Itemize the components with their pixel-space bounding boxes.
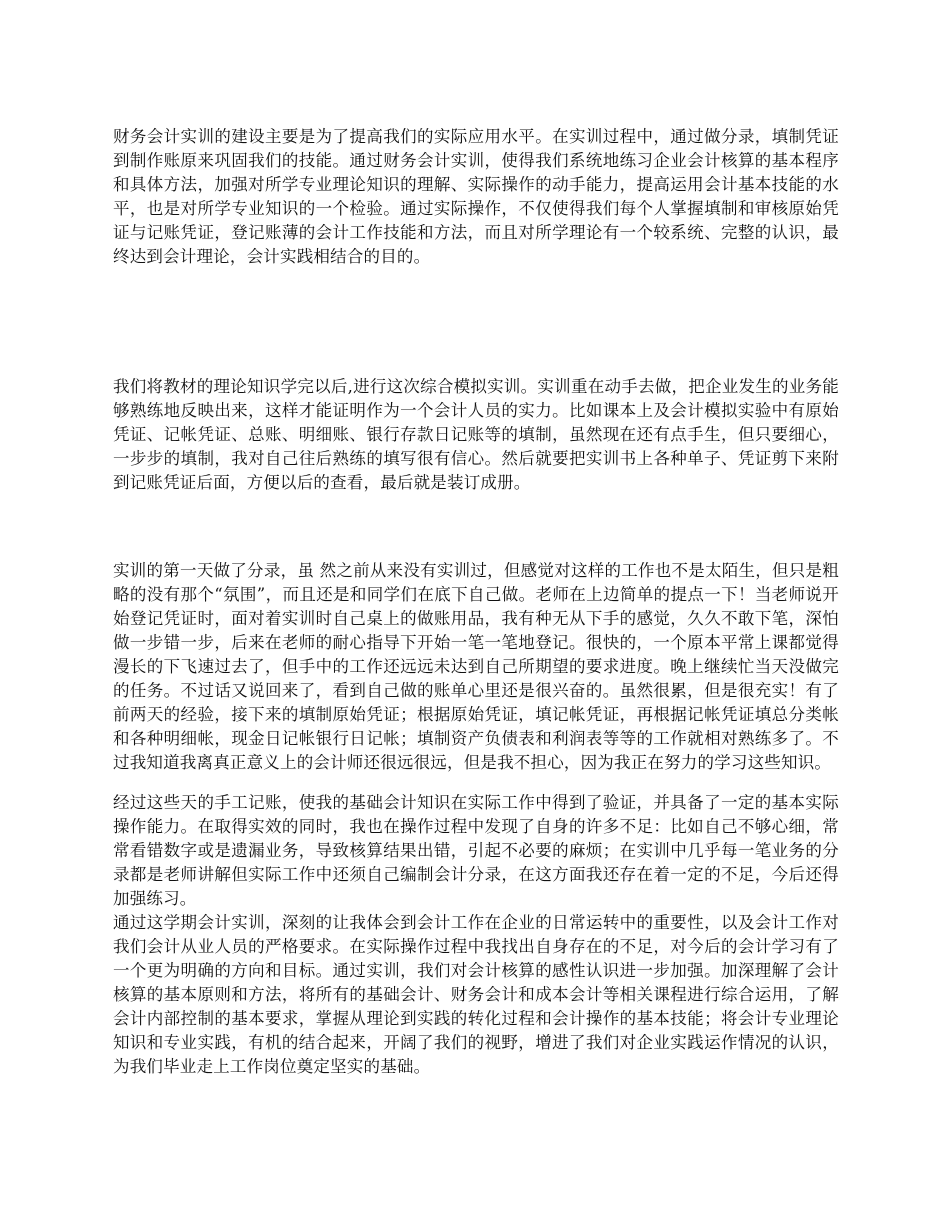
paragraph-3: 实训的第一天做了分录，虽 然之前从来没有实训过，但感觉对这样的工作也不是太陌生，但只是粗略的没有那个“氛围”，而且还是和同学们在底下自己做。老师在上边简单的提点一下！当老师说开始登记凭证时，面对着实训时自己桌上的做账用品，我有种无从下手的感觉，久久不敢下笔，深怕做一步错一步，后来在老师的耐心指导下开始一笔一笔地登记。很快的，一个原本平常上课都觉得漫长的下飞速过去了，但手中的工作还远远未达到自己所期望的要求进度。晚上继续忙当天没做完的任务。不过话又说回来了，看到自己做的账单心里还是很兴奋的。虽然很累，但是很充实！有了前两天的经验，接下来的填制原始凭证；根据原始凭证，填记帐凭证，再根据记帐凭证填总分类帐和各种明细帐，现金日记帐银行日记帐；填制资产负债表和利润表等等的工作就相对熟练多了。不过我知道我离真正意义上的会计师还很远很远，但是我不担心，因为我正在努力的学习这些知识。: [113, 561, 839, 772]
paragraph-2: 我们将教材的理论知识学完以后,进行这次综合模拟实训。实训重在动手去做，把企业发生的业务能够熟练地反映出来，这样才能证明作为一个会计人员的实力。比如课本上及会计模拟实验中有原始凭证、记帐凭证、总账、明细账、银行存款日记账等的填制，虽然现在还有点手生，但只要细心，一步步的填制，我对自己往后熟练的填写很有信心。然后就要把实训书上各种单子、凭证剪下来附到记账凭证后面，方便以后的查看，最后就是装订成册。: [113, 377, 839, 492]
paragraph-5: 通过这学期会计实训，深刻的让我体会到会计工作在企业的日常运转中的重要性，以及会计工作对我们会计从业人员的严格要求。在实际操作过程中我找出自身存在的不足，对今后的会计学习有了一个更为明确的方向和目标。通过实训，我们对会计核算的感性认识进一步加强。加深理解了会计核算的基本原则和方法，将所有的基础会计、财务会计和成本会计等相关课程进行综合运用，了解会计内部控制的基本要求，掌握从理论到实践的转化过程和会计操作的基本技能；将会计专业理论知识和专业实践，有机的结合起来，开阔了我们的视野，增进了我们对企业实践运作情况的认识，为我们毕业走上工作岗位奠定坚实的基础。: [113, 913, 839, 1076]
paragraph-4: 经过这些天的手工记账，使我的基础会计知识在实际工作中得到了验证，并具备了一定的基本实际操作能力。在取得实效的同时，我也在操作过程中发现了自身的许多不足：比如自己不够心细，常常看错数字或是遗漏业务，导致核算结果出错，引起不必要的麻烦；在实训中几乎每一笔业务的分录都是老师讲解但实际工作中还须自己编制会计分录，在这方面我还存在着一定的不足，今后还得加强练习。: [113, 793, 839, 908]
paragraph-1: 财务会计实训的建设主要是为了提高我们的实际应用水平。在实训过程中，通过做分录，填制凭证到制作账原来巩固我们的技能。通过财务会计实训，使得我们系统地练习企业会计核算的基本程序和具体方法，加强对所学专业理论知识的理解、实际操作的动手能力，提高运用会计基本技能的水平，也是对所学专业知识的一个检验。通过实际操作，不仅使得我们每个人掌握填制和审核原始凭证与记账凭证，登记账薄的会计工作技能和方法，而且对所学理论有一个较系统、完整的认识，最终达到会计理论，会计实践相结合的目的。: [113, 127, 839, 266]
